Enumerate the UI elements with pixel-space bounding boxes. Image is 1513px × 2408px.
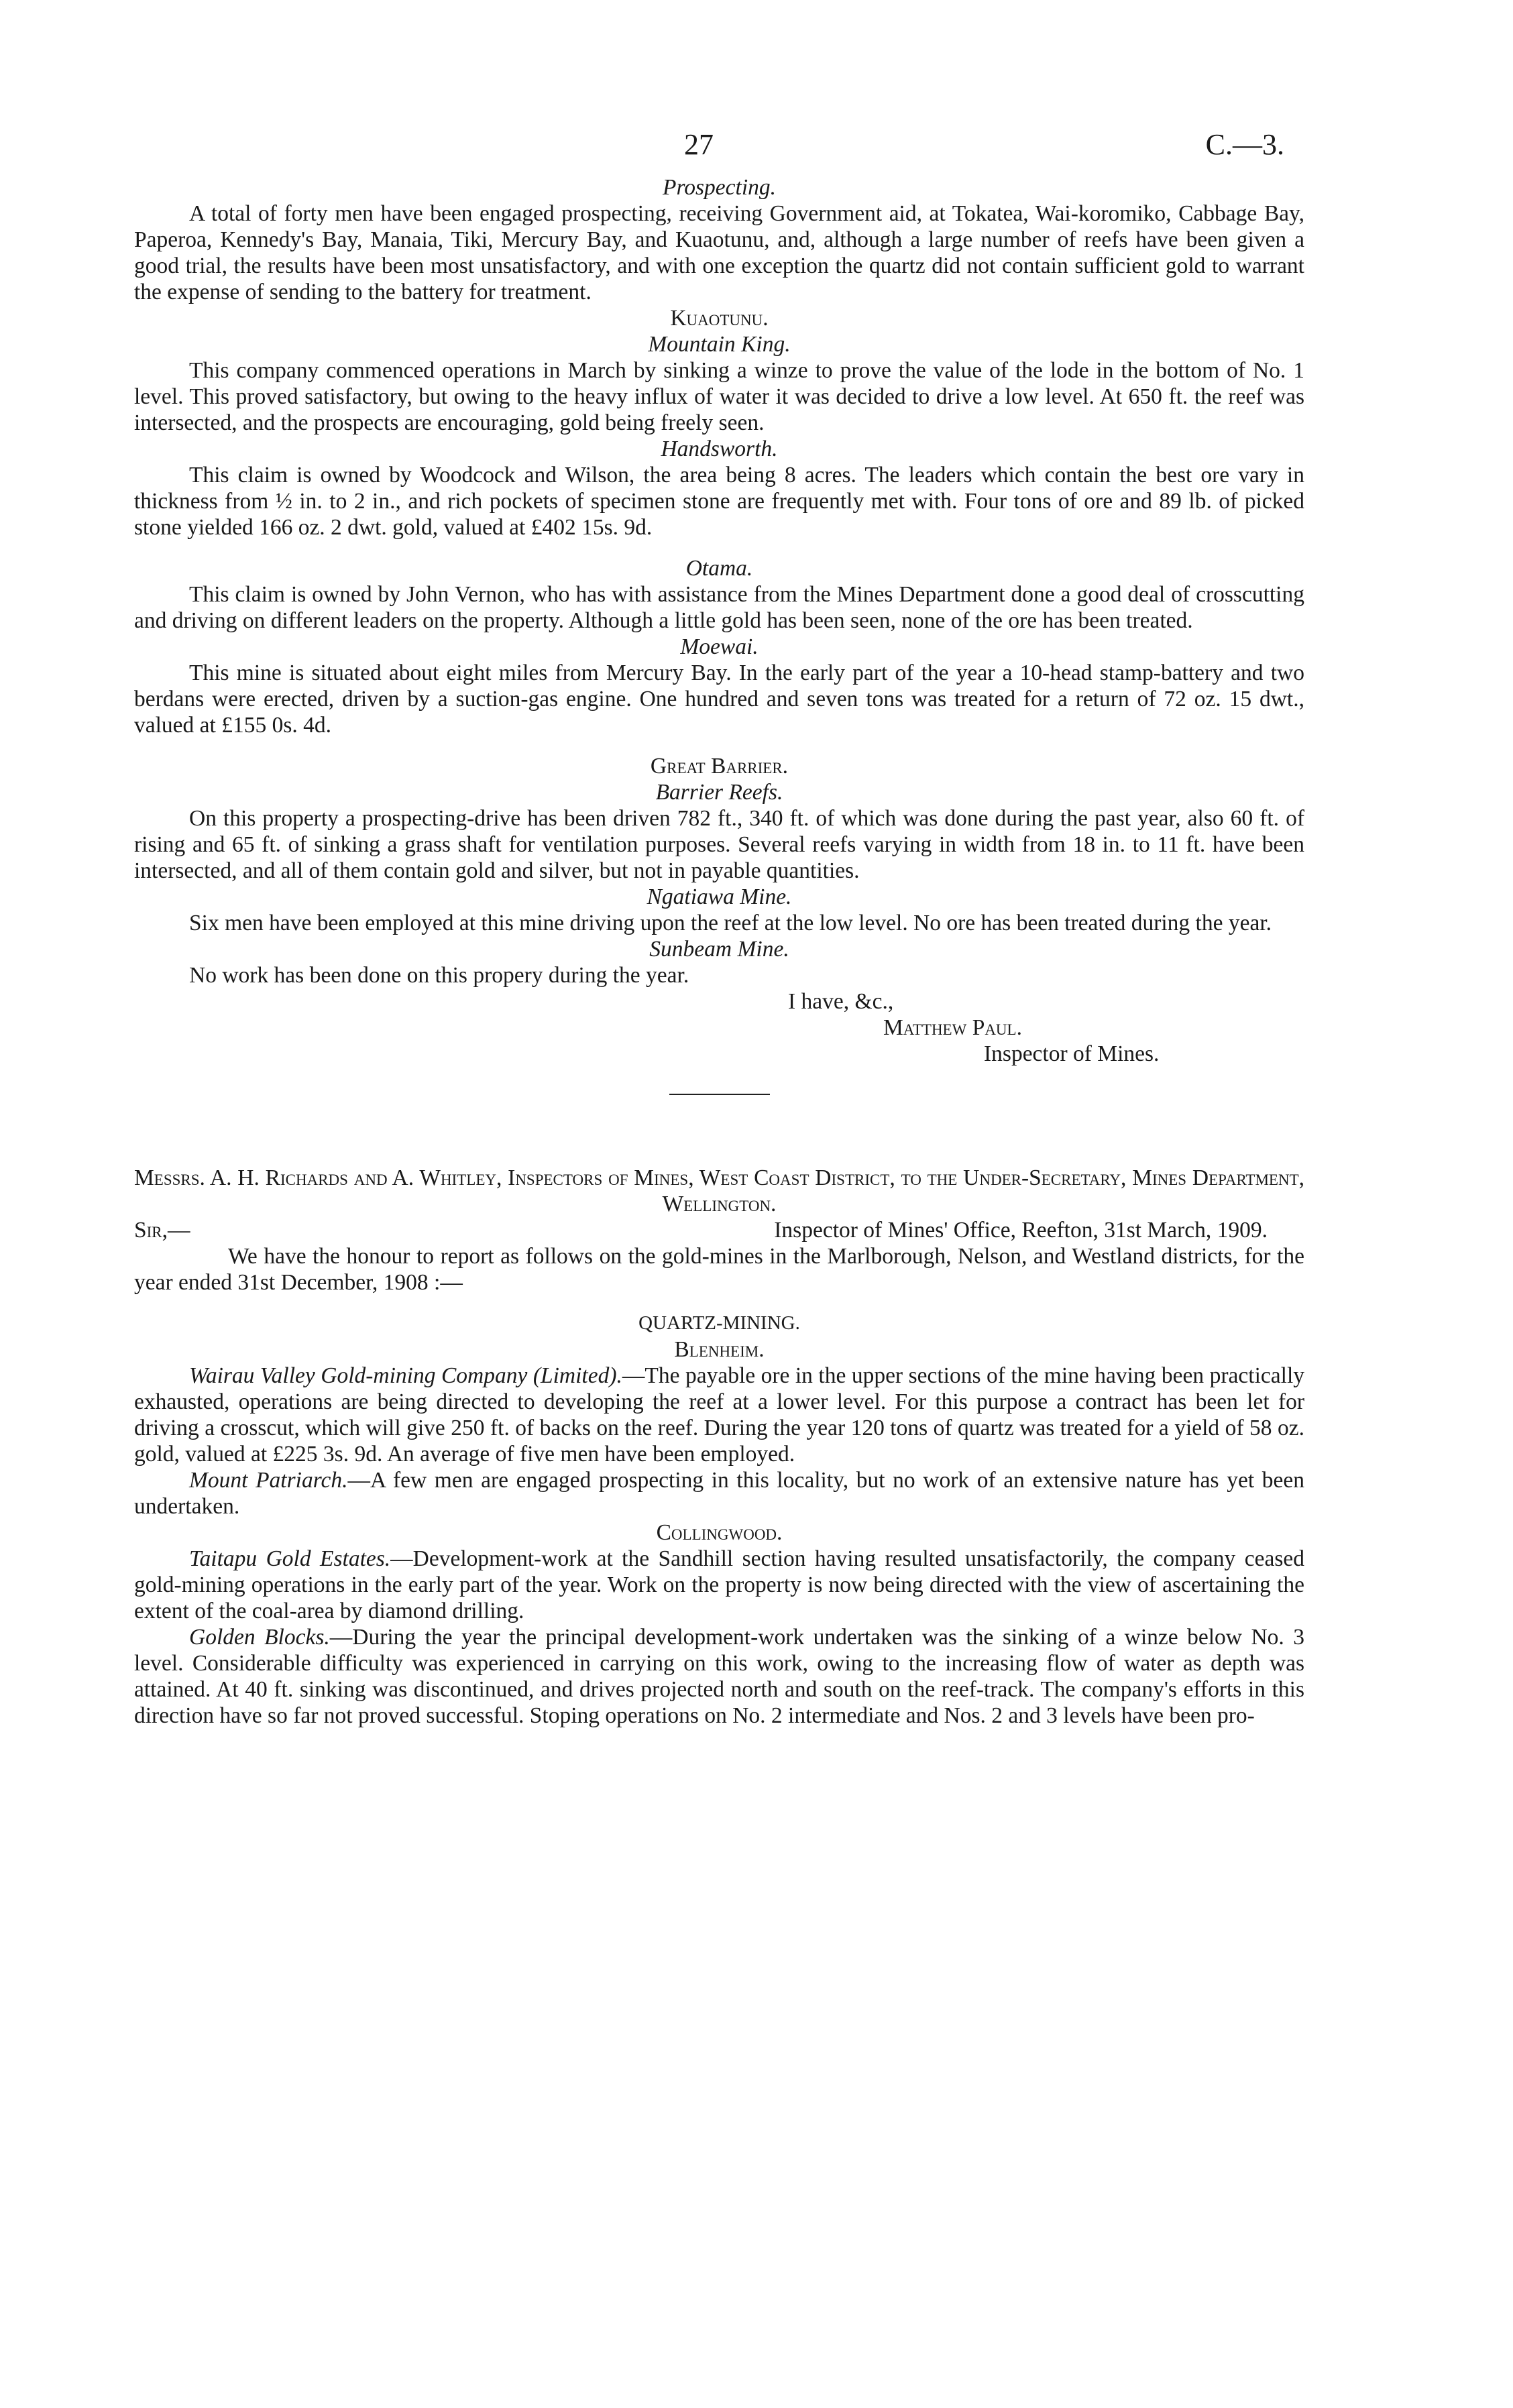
paragraph-sunbeam: No work has been done on this propery during the year. [189, 963, 689, 988]
paragraph-moewai: This mine is situated about eight miles from Mercury Bay. In the early part of the year a 10-head stamp-battery and two berdans were erected, driven by a suction-gas engine. One hundred and seven tons was treated for a return of 72 oz. 15 dwt., valued at £155 0s. 4d. [134, 661, 1304, 738]
office-date-line: Inspector of Mines' Office, Reefton, 31st March, 1909. [774, 1218, 1268, 1243]
paragraph-wairau [134, 1363, 1304, 1467]
salutation-row [134, 1217, 1304, 1243]
mine-heading-sunbeam: Sunbeam Mine. [649, 937, 789, 962]
mine-heading-mountain-king: Mountain King. [648, 332, 791, 357]
section-heading-prospecting: Prospecting. [662, 175, 777, 200]
mine-heading-otama: Otama. [685, 556, 753, 581]
section-heading-quartz-mining: QUARTZ-MINING. [638, 1312, 800, 1334]
mine-heading-ngatiawa: Ngatiawa Mine. [647, 884, 792, 909]
signatory-name: Matthew Paul. [883, 1015, 1022, 1040]
mine-text-wairau: —The payable ore in the upper sections of the mine having been practically exhausted, operations are being directed to developing the reef at a lower level. For this purpose a contract has been let for driving a crosscut, which will give 250 ft. of backs on the reef. During the year 120 tons of quartz was treated for a yield of 58 oz. gold, valued at £225 3s. 9d. An average of five men have been employed. [134, 1363, 1304, 1467]
mine-name-taitapu: Taitapu Gold Estates. [189, 1546, 391, 1571]
paragraph-mountain-king: This company commenced operations in March by sinking a winze to prove the value of the lode in the bottom of No. 1 level. This proved satisfactory, but owing to the heavy influx of water it was decided to drive a low level. At 650 ft. the reef was intersected, and the prospects are encouraging, gold being freely seen. [134, 358, 1304, 435]
paragraph-taitapu [134, 1546, 1304, 1624]
salutation: Sir,— [134, 1218, 190, 1243]
letter-closing: I have, &c., [788, 989, 894, 1014]
paragraph-intro: We have the honour to report as follows on the gold-mines in the Marlborough, Nelson, and Westland districts, for the year ended 31st December, 1908 :— [134, 1244, 1304, 1295]
district-heading-blenheim: Blenheim. [674, 1337, 765, 1362]
mine-name-mount-patriarch: Mount Patriarch. [189, 1468, 348, 1493]
paragraph-otama: This claim is owned by John Vernon, who has with assistance from the Mines Department done a good deal of crosscutting and driving on different leaders on the property. Although a little gold has been seen, none of the ore has been treated. [134, 582, 1304, 633]
district-heading-collingwood: Collingwood. [656, 1520, 783, 1545]
mine-heading-barrier-reefs: Barrier Reefs. [655, 780, 783, 805]
mine-heading-moewai: Moewai. [680, 634, 759, 659]
mine-text-golden-blocks: —During the year the principal development-work undertaken was the sinking of a winze below No. 3 level. Considerable difficulty was experienced in carrying on this work, owing to the increasing flow of water as depth was attained. At 40 ft. sinking was discontinued, and drives projected north and south on the reef-track. The company's efforts in this direction have so far not proved successful. Stoping operations on No. 2 intermediate and Nos. 2 and 3 levels have been pro- [134, 1625, 1304, 1728]
letter-address: Messrs. A. H. Richards and A. Whitley, Inspectors of Mines, West Coast District, to the Under-Secretary, Mines Department, Wellington. [134, 1165, 1304, 1216]
mine-text-taitapu: —Development-work at the Sandhill section having resulted unsatisfactorily, the company ceased gold-mining operations in the early part of the year. Work on the property is now being directed with the view of ascertaining the extent of the coal-area by diamond drilling. [134, 1546, 1304, 1623]
paragraph-barrier-reefs: On this property a prospecting-drive has been driven 782 ft., 340 ft. of which was done during the past year, also 60 ft. of rising and 65 ft. of sinking a grass shaft for ventilation purposes. Several reefs varying in width from 18 in. to 11 ft. have been intersected, and all of them contain gold and silver, but not in payable quantities. [134, 806, 1304, 883]
document-reference: C.—3. [1205, 128, 1284, 161]
mine-heading-handsworth: Handsworth. [661, 437, 778, 461]
paragraph-prospecting: A total of forty men have been engaged prospecting, receiving Government aid, at Tokatea, Wai-koromiko, Cabbage Bay, Paperoa, Kennedy's Bay, Manaia, Tiki, Mercury Bay, and Kuaotunu, and, although a large number of reefs have been given a good trial, the results have been most unsatisfactory, and with one exception the quartz did not contain sufficient gold to warrant the expense of sending to the battery for treatment. [134, 201, 1304, 304]
signatory-title: Inspector of Mines. [984, 1041, 1160, 1066]
mine-text-mount-patriarch: —A few men are engaged prospecting in this locality, but no work of an extensive nature has yet been undertaken. [134, 1468, 1304, 1519]
page-number: 27 [684, 128, 714, 161]
district-heading-kuaotunu: Kuaotunu. [670, 306, 769, 331]
paragraph-golden-blocks [134, 1624, 1304, 1729]
paragraph-ngatiawa: Six men have been employed at this mine driving upon the reef at the low level. No ore has been treated during the year. [189, 911, 1272, 935]
paragraph-mount-patriarch [134, 1467, 1304, 1520]
district-heading-great-barrier: Great Barrier. [650, 754, 789, 779]
page-header [134, 127, 1304, 174]
mine-name-wairau: Wairau Valley Gold-mining Company (Limited). [189, 1363, 622, 1388]
mine-name-golden-blocks: Golden Blocks. [189, 1625, 330, 1650]
paragraph-handsworth: This claim is owned by Woodcock and Wilson, the area being 8 acres. The leaders which contain the best ore vary in thickness from ½ in. to 2 in., and rich pockets of specimen stone are frequently met with. Four tons of ore and 89 lb. of picked stone yielded 166 oz. 2 dwt. gold, valued at £402 15s. 9d. [134, 463, 1304, 540]
document-page [134, 127, 1304, 1729]
